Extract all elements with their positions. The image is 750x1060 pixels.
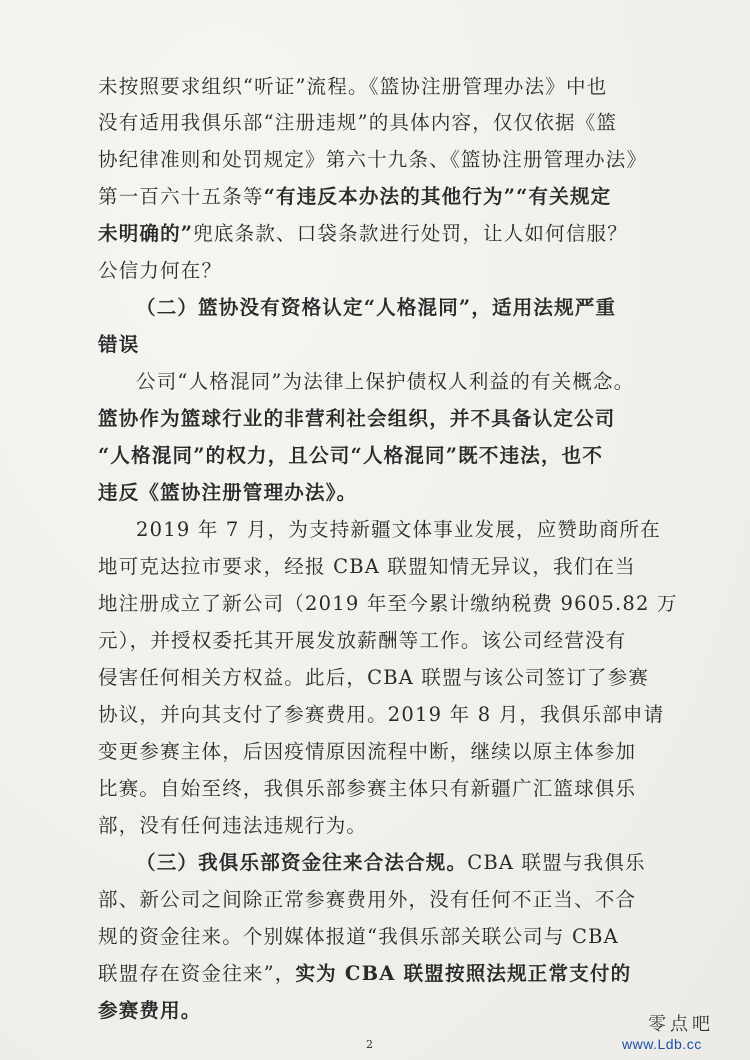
text-run: CBA 联盟与我俱乐 xyxy=(467,851,646,874)
paragraph-line: 公信力何在？ xyxy=(98,259,223,282)
paragraph-line: 元），并授权委托其开展发放薪酬等工作。该公司经营没有 xyxy=(98,629,627,652)
bold-text-run: 实为 CBA 联盟按照法规正常支付的 xyxy=(295,962,632,985)
paragraph-line: 侵害任何相关方权益。此后，CBA 联盟与该公司签订了参赛 xyxy=(98,666,650,689)
paragraph-line: 违反《篮协注册管理办法》。 xyxy=(98,481,358,504)
watermark-name: 零点吧 xyxy=(648,1014,714,1035)
paragraph-line: 规的资金往来。个别媒体报道“我俱乐部关联公司与 CBA xyxy=(98,925,619,948)
section-heading-cont: 错误 xyxy=(98,333,140,356)
paragraph-line: 地注册成立了新公司（2019 年至今累计缴纳税费 9605.82 万 xyxy=(98,592,678,615)
paragraph-line: 部、新公司之间除正常参赛费用外，没有任何不正当、不合 xyxy=(98,888,637,911)
paragraph-line: 协纪律准则和处罚规定》第六十九条、《篮协注册管理办法》 xyxy=(98,148,648,171)
paragraph-line: 地可克达拉市要求，经报 CBA 联盟知情无异议，我们在当 xyxy=(98,555,636,578)
paragraph-line: 参赛费用。 xyxy=(98,999,202,1022)
text-run: 联盟存在资金往来”， xyxy=(98,962,296,985)
bold-text-run: 未明确的” xyxy=(98,222,194,245)
paragraph-line: 部，没有任何违法违规行为。 xyxy=(98,814,368,837)
watermark-url: www.Ldb.cc xyxy=(622,1036,702,1052)
paragraph-line: 篮协作为篮球行业的非营利社会组织，并不具备认定公司 xyxy=(98,407,616,430)
text-run: 兜底条款、口袋条款进行处罚，让人如何信服？ xyxy=(193,222,628,245)
paragraph-line xyxy=(98,180,611,214)
bold-text-run: “有违反本办法的其他行为”“有关规定 xyxy=(263,185,612,208)
section-heading: （三）我俱乐部资金往来合法合规。 xyxy=(136,851,468,874)
paragraph-line: “人格混同”的权力，且公司“人格混同”既不违法，也不 xyxy=(98,444,604,467)
paragraph-line: 未按照要求组织“听证”流程。《篮协注册管理办法》中也 xyxy=(98,75,608,98)
paragraph-line: 公司“人格混同”为法律上保护债权人利益的有关概念。 xyxy=(136,370,635,393)
paragraph-line: 协议，并向其支付了参赛费用。2019 年 8 月，我俱乐部申请 xyxy=(98,703,665,726)
text-run: 第一百六十五条等 xyxy=(98,185,264,208)
paragraph-line xyxy=(98,957,631,991)
paragraph-line: 变更参赛主体，后因疫情原因流程中断，继续以原主体参加 xyxy=(98,740,637,763)
paragraph-line: 2019 年 7 月，为支持新疆文体事业发展，应赞助商所在 xyxy=(136,518,661,541)
paragraph-line: 没有适用我俱乐部“注册违规”的具体内容，仅仅依据《篮 xyxy=(98,111,618,134)
paragraph-line: 比赛。自始至终，我俱乐部参赛主体只有新疆广汇篮球俱乐 xyxy=(98,777,637,800)
paragraph-line xyxy=(98,217,628,251)
section-heading: （二）篮协没有资格认定“人格混同”，适用法规严重 xyxy=(136,296,617,319)
paragraph-line xyxy=(136,846,646,880)
page-number: 2 xyxy=(366,1038,373,1051)
